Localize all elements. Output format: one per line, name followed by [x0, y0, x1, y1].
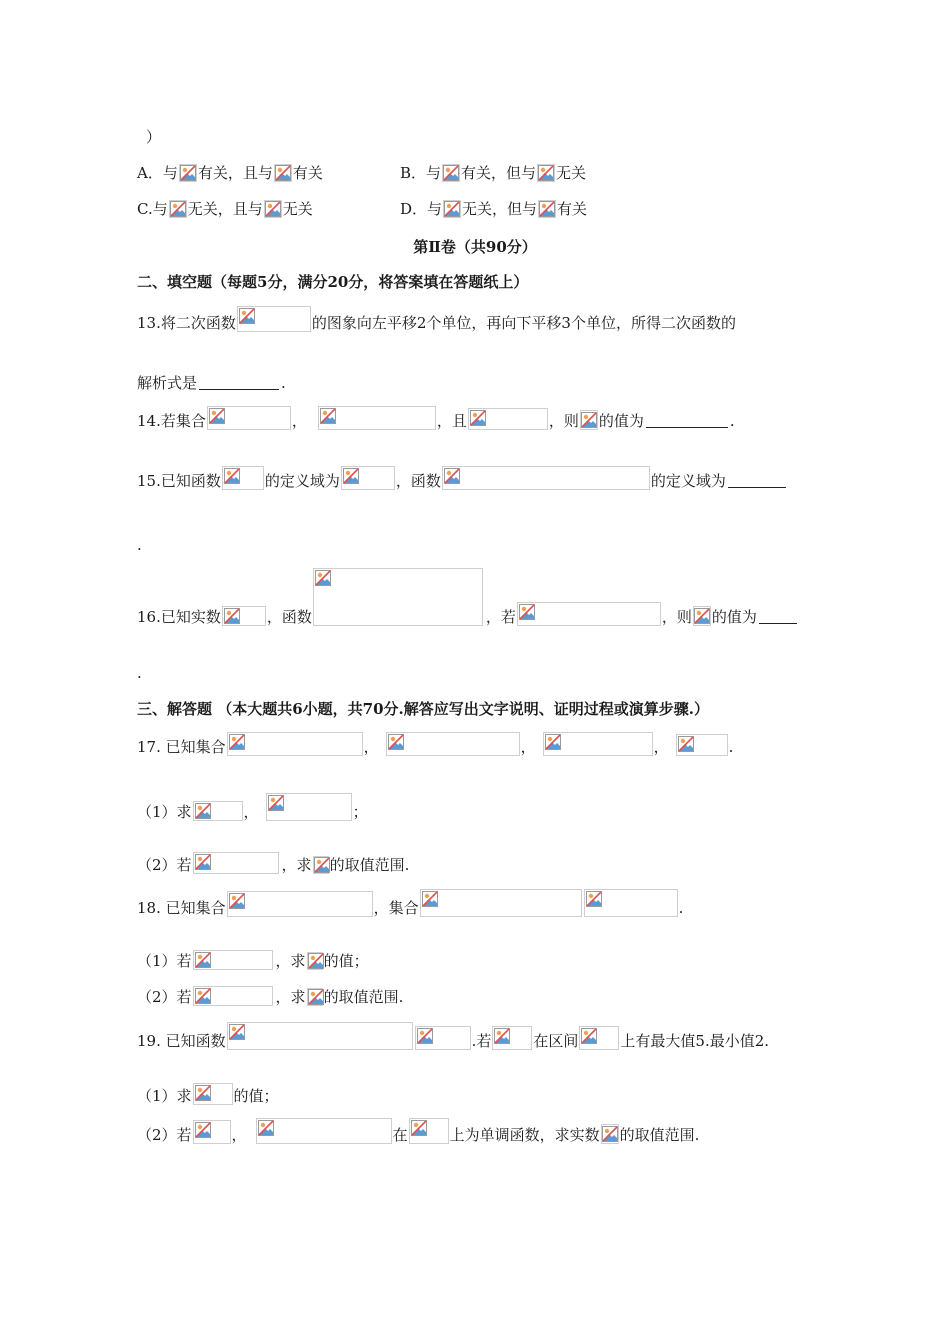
- question-19: 19. 已知函数 .若 在区间 上有最大值5.最小值2.: [137, 1022, 769, 1050]
- formula-image-icon: [537, 164, 555, 182]
- question-16-period: .: [137, 664, 142, 682]
- formula-image-icon: [264, 200, 282, 218]
- formula-image-icon: [222, 606, 266, 626]
- formula-image-icon: [443, 200, 461, 218]
- formula-image-icon: [227, 732, 363, 756]
- formula-image-icon: [207, 406, 291, 430]
- formula-image-icon: [415, 1026, 471, 1050]
- formula-image-icon: [256, 1118, 392, 1144]
- option-c: C.与 无关，且与 无关: [137, 200, 313, 218]
- formula-image-icon: [538, 200, 556, 218]
- question-17-part1: （1）求 ， ；: [137, 793, 368, 821]
- formula-image-icon: [584, 889, 678, 917]
- formula-image-icon: [193, 1083, 233, 1105]
- formula-image-icon: [386, 732, 520, 756]
- formula-image-icon: [601, 1124, 619, 1144]
- formula-image-icon: [409, 1118, 449, 1144]
- formula-image-icon: [313, 568, 483, 626]
- answer-blank[interactable]: [199, 388, 279, 390]
- formula-image-icon: [193, 950, 273, 970]
- continued-paren: ）: [146, 128, 162, 146]
- formula-image-icon: [193, 801, 243, 821]
- answer-blank[interactable]: [728, 486, 786, 488]
- option-d: D．与 无关，但与 有关: [400, 200, 588, 218]
- formula-image-icon: [237, 306, 311, 332]
- formula-image-icon: [227, 1022, 413, 1050]
- part3-heading: 三、解答题 （本大题共6小题，共70分.解答应写出文字说明、证明过程或演算步骤.）: [137, 700, 709, 718]
- formula-image-icon: [193, 986, 273, 1006]
- formula-image-icon: [676, 734, 728, 756]
- answer-blank[interactable]: [646, 426, 728, 428]
- formula-image-icon: [442, 164, 460, 182]
- question-14: 14.若集合 ， ，且 ，则 的值为 .: [137, 406, 735, 430]
- question-15: 15.已知函数 的定义域为 ，函数 的定义域为: [137, 466, 788, 490]
- formula-image-icon: [307, 952, 323, 970]
- answer-blank[interactable]: [759, 622, 797, 624]
- question-13: 13.将二次函数 的图象向左平移2个单位，再向下平移3个单位，所得二次函数的: [137, 306, 736, 332]
- formula-image-icon: [543, 732, 653, 756]
- formula-image-icon: [169, 200, 187, 218]
- question-19-part2: （2）若 ， 在 上为单调函数，求实数 的取值范围.: [137, 1118, 699, 1144]
- question-18: 18. 已知集合 ，集合 .: [137, 889, 683, 917]
- question-13-line2: 解析式是 .: [137, 374, 286, 392]
- question-15-period: .: [137, 536, 142, 554]
- question-16: 16.已知实数 ，函数 ，若 ，则 的值为: [137, 568, 799, 626]
- option-a: A．与 有关，且与 有关: [137, 164, 323, 182]
- formula-image-icon: [266, 793, 352, 821]
- formula-image-icon: [193, 852, 279, 874]
- formula-image-icon: [222, 466, 264, 490]
- formula-image-icon: [420, 889, 582, 917]
- formula-image-icon: [468, 408, 548, 430]
- part2-heading: 二、填空题（每题5分，满分20分，将答案填在答题纸上）: [137, 273, 529, 291]
- formula-image-icon: [179, 164, 197, 182]
- formula-image-icon: [580, 410, 598, 430]
- formula-image-icon: [193, 1120, 231, 1144]
- formula-image-icon: [442, 466, 650, 490]
- question-17-part2: （2）若 ，求 的取值范围.: [137, 852, 409, 874]
- formula-image-icon: [318, 406, 436, 430]
- formula-image-icon: [579, 1026, 619, 1050]
- formula-image-icon: [227, 891, 373, 917]
- question-17: 17. 已知集合 ， ， ， .: [137, 732, 733, 756]
- formula-image-icon: [341, 466, 395, 490]
- formula-image-icon: [313, 856, 329, 874]
- option-b: B．与 有关，但与 无关: [400, 164, 587, 182]
- formula-image-icon: [492, 1026, 532, 1050]
- formula-image-icon: [307, 988, 323, 1006]
- section-title: 第Ⅱ卷（共90分）: [413, 238, 537, 256]
- formula-image-icon: [274, 164, 292, 182]
- question-18-part2: （2）若 ，求 的取值范围.: [137, 988, 404, 1006]
- formula-image-icon: [517, 602, 661, 626]
- question-18-part1: （1）若 ，求 的值；: [137, 952, 369, 970]
- formula-image-icon: [693, 606, 711, 626]
- question-19-part1: （1）求 的值；: [137, 1083, 279, 1105]
